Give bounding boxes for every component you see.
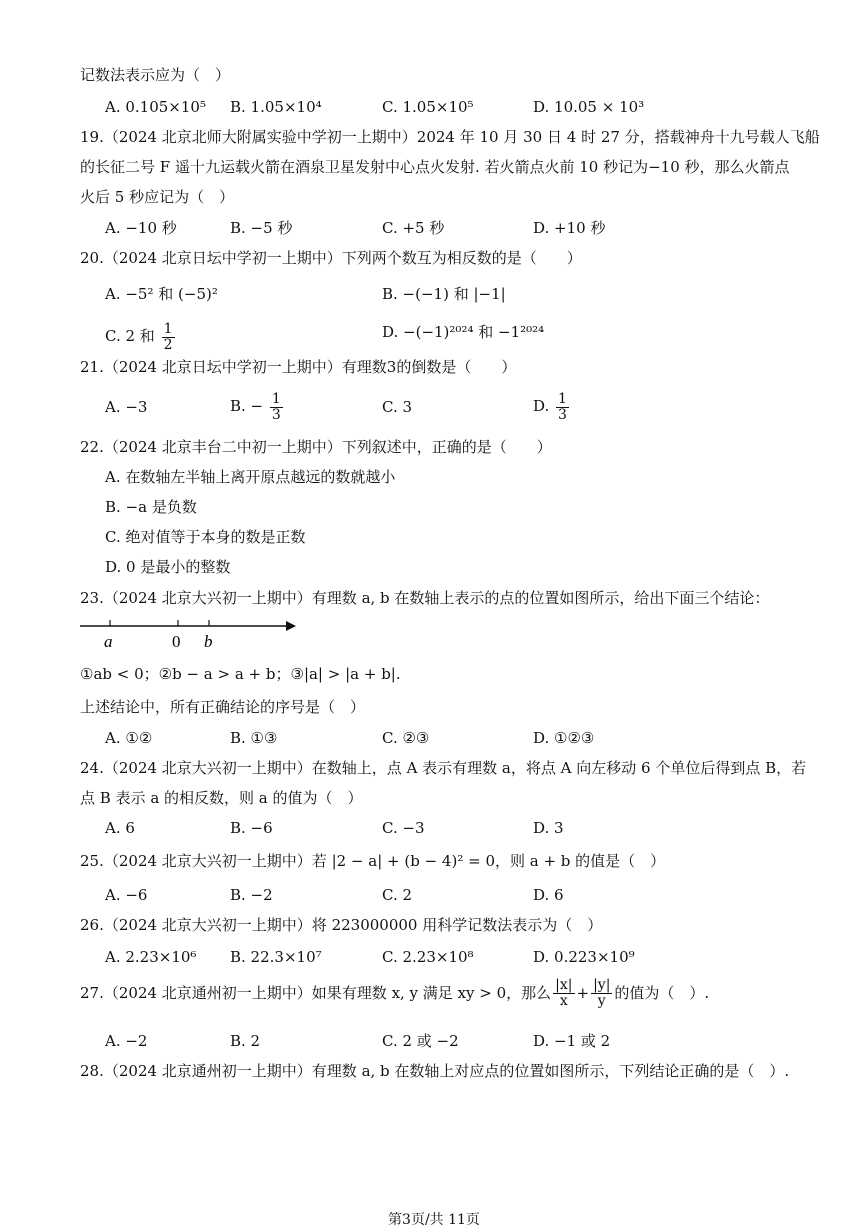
fraction-one-half xyxy=(162,322,175,352)
option-b: B. ①③ xyxy=(230,729,278,747)
question-27-text-end: 的值为（ ）. xyxy=(614,983,710,1002)
option-b: B. −6 xyxy=(230,819,273,837)
option-c: C. 3 xyxy=(382,398,413,416)
fraction-numerator: 1 xyxy=(163,321,173,337)
option-b-text: B. − xyxy=(230,397,264,416)
fraction-abs-x-over-x xyxy=(553,978,574,1008)
question-28: 28.（2024 北京通州初一上期中）有理数 a, b 在数轴上对应点的位置如图所示，下列结论正确的是（ ）. xyxy=(80,1062,790,1080)
fraction-numerator: 1 xyxy=(558,391,567,407)
option-d: D. 6 xyxy=(533,886,564,904)
question-23-prompt: 上述结论中，所有正确结论的序号是（ ） xyxy=(80,698,366,716)
question-27-text: 27.（2024 北京通州初一上期中）如果有理数 x, y 满足 xy > 0，那么 xyxy=(80,983,552,1002)
option-b: B. −(−1) 和 |−1| xyxy=(382,285,506,303)
option-c: C. 2 或 −2 xyxy=(382,1032,459,1050)
arrow-right-icon xyxy=(286,621,296,631)
label-b: b xyxy=(204,632,213,650)
option-d-text: D. xyxy=(533,397,550,416)
option-d: D. +10 秒 xyxy=(533,219,606,237)
fraction-abs-y-over-y xyxy=(591,978,612,1008)
question-19-line-3: 火后 5 秒应记为（ ） xyxy=(80,188,235,206)
option-c-text: C. 2 和 xyxy=(105,327,155,346)
option-a: A. 6 xyxy=(105,819,135,837)
label-zero: 0 xyxy=(172,632,181,650)
option-c xyxy=(105,322,177,352)
option-a: A. 0.105×10⁵ xyxy=(105,98,206,116)
fraction-denominator: 3 xyxy=(558,406,567,423)
fraction-one-third xyxy=(556,392,569,422)
plus-sign: + xyxy=(576,983,590,1002)
option-b: B. −a 是负数 xyxy=(105,498,197,516)
fraction-denominator: 3 xyxy=(271,406,281,423)
question-26: 26.（2024 北京大兴初一上期中）将 223000000 用科学记数法表示为（ ） xyxy=(80,916,603,934)
question-24-line-1: 24.（2024 北京大兴初一上期中）在数轴上，点 A 表示有理数 a，将点 A 向左移动 6 个单位后得到点 B，若 xyxy=(80,759,807,777)
option-d: D. ①②③ xyxy=(533,729,595,747)
option-d: D. 3 xyxy=(533,819,564,837)
option-a: A. −10 秒 xyxy=(105,219,177,237)
option-c: C. −3 xyxy=(382,819,425,837)
question-27 xyxy=(80,978,709,1008)
option-a: A. −6 xyxy=(105,886,148,904)
option-c: C. 绝对值等于本身的数是正数 xyxy=(105,528,306,546)
fraction-numerator: 1 xyxy=(271,391,281,407)
option-d: D. 0.223×10⁹ xyxy=(533,948,635,966)
option-d: D. 10.05 × 10³ xyxy=(533,98,645,116)
option-a: A. −5² 和 (−5)² xyxy=(105,285,218,303)
option-c: C. +5 秒 xyxy=(382,219,445,237)
question-20: 20.（2024 北京日坛中学初一上期中）下列两个数互为相反数的是（ ） xyxy=(80,249,582,267)
fraction-denominator: y xyxy=(597,992,606,1009)
option-b: B. 2 xyxy=(230,1032,261,1050)
option-c: C. ②③ xyxy=(382,729,430,747)
question-24-line-2: 点 B 表示 a 的相反数，则 a 的值为（ ） xyxy=(80,789,363,807)
question-25: 25.（2024 北京大兴初一上期中）若 |2 − a| + (b − 4)² = 0，则 a + b 的值是（ ） xyxy=(80,852,666,870)
option-c: C. 2.23×10⁸ xyxy=(382,948,474,966)
option-a: A. 在数轴左半轴上离开原点越远的数就越小 xyxy=(105,468,396,486)
fraction-one-third xyxy=(270,392,283,422)
fraction-numerator: |y| xyxy=(593,977,611,993)
option-b: B. −5 秒 xyxy=(230,219,293,237)
option-d: D. −1 或 2 xyxy=(533,1032,611,1050)
option-a: A. −2 xyxy=(105,1032,148,1050)
option-b xyxy=(230,392,285,422)
option-d: D. 0 是最小的整数 xyxy=(105,558,231,576)
option-c: C. 1.05×10⁵ xyxy=(382,98,474,116)
page-footer: 第3页/共 11页 xyxy=(388,1212,480,1228)
option-b: B. 22.3×10⁷ xyxy=(230,948,322,966)
fraction-denominator: x xyxy=(559,992,568,1009)
option-d xyxy=(533,392,571,422)
option-a: A. −3 xyxy=(105,398,148,416)
fraction-denominator: 2 xyxy=(163,336,173,353)
label-a: a xyxy=(104,632,113,650)
question-21: 21.（2024 北京日坛中学初一上期中）有理数3的倒数是（ ） xyxy=(80,358,517,376)
question-23-conclusions: ①ab < 0；②b − a > a + b；③|a| > |a + b|. xyxy=(80,665,401,683)
number-line xyxy=(78,614,300,650)
option-a: A. 2.23×10⁶ xyxy=(105,948,197,966)
option-b: B. −2 xyxy=(230,886,273,904)
option-c: C. 2 xyxy=(382,886,413,904)
option-b: B. 1.05×10⁴ xyxy=(230,98,322,116)
option-d: D. −(−1)²⁰²⁴ 和 −1²⁰²⁴ xyxy=(382,323,545,341)
question-19-line-1: 19.（2024 北京北师大附属实验中学初一上期中）2024 年 10 月 30 日 4 时 27 分，搭载神舟十九号载人飞船 xyxy=(80,128,820,146)
question-19-line-2: 的长征二号 F 遥十九运载火箭在酒泉卫星发射中心点火发射. 若火箭点火前 10 秒记为−10 秒，那么火箭点 xyxy=(80,158,790,176)
question-18-tail: 记数法表示应为（ ） xyxy=(80,66,231,84)
fraction-numerator: |x| xyxy=(555,977,573,993)
question-22: 22.（2024 北京丰台二中初一上期中）下列叙述中，正确的是（ ） xyxy=(80,438,552,456)
question-23: 23.（2024 北京大兴初一上期中）有理数 a, b 在数轴上表示的点的位置如图所示，给出下面三个结论： xyxy=(80,589,770,607)
option-a: A. ①② xyxy=(105,729,153,747)
